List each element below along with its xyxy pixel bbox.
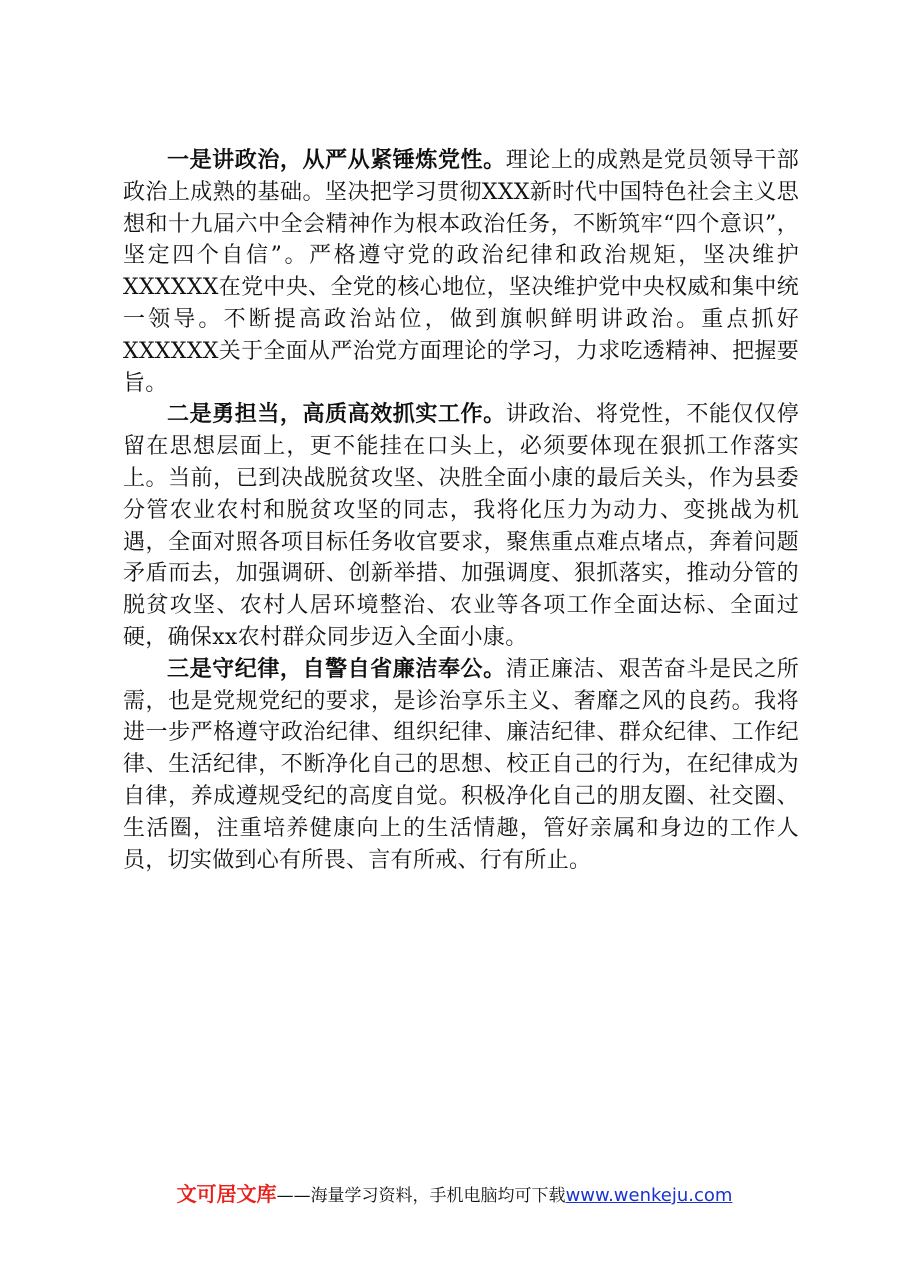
footer-brand: 文可居文库 — [176, 1182, 277, 1206]
footer-link[interactable]: www.wenkeju.com — [565, 1185, 733, 1206]
paragraph-responsibility — [123, 399, 799, 653]
paragraph-text: 理论上的成熟是党员领导干部政治上成熟的基础。坚决把学习贯彻XXX新时代中国特色社会主义思想和十九届六中全会精神作为根本政治任务，不断筑牢“四个意识”，坚定四个自信”。严格遵守党的政治纪律和政治规矩，坚决维护XXXXXX在党中央、全党的核心地位，坚决维护党中央权威和集中统一领导。不断提高政治站位，做到旗帜鲜明讲政治。重点抓好XXXXXX关于全面从严治党方面理论的学习，力求吃透精神、把握要旨。 — [123, 148, 799, 396]
paragraph-lead: 一是讲政治，从严从紧锤炼党性。 — [167, 147, 506, 173]
paragraph-text: 讲政治、将党性，不能仅仅停留在思想层面上，更不能挂在口头上，必须要体现在狠抓工作落实上。当前，已到决战脱贫攻坚、决胜全面小康的最后关头，作为县委分管农业农村和脱贫攻坚的同志，我将化压力为动力、变挑战为机遇，全面对照各项目标任务收官要求，聚焦重点难点堵点，奔着问题矛盾而去，加强调研、创新举措、加强调度、狠抓落实，推动分管的脱贫攻坚、农村人居环境整治、农业等各项工作全面达标、全面过硬，确保xx农村群众同步迈入全面小康。 — [123, 402, 799, 650]
paragraph-lead: 三是守纪律，自警自省廉洁奉公。 — [167, 655, 506, 682]
footer-tagline: ——海量学习资料，手机电脑均可下载 — [276, 1186, 566, 1206]
document-body — [123, 145, 799, 876]
footer-watermark — [0, 1178, 909, 1207]
paragraph-discipline — [123, 654, 799, 877]
paragraph-lead: 二是勇担当，高质高效抓实工作。 — [167, 401, 506, 428]
paragraph-politics — [123, 145, 799, 399]
paragraph-text: 清正廉洁、艰苦奋斗是民之所需，也是党规党纪的要求，是诊治享乐主义、奢靡之风的良药。我将进一步严格遵守政治纪律、组织纪律、廉洁纪律、群众纪律、工作纪律、生活纪律，不断净化自己的思想、校正自己的行为，在纪律成为自律，养成遵规受纪的高度自觉。积极净化自己的朋友圈、社交圈、生活圈，注重培养健康向上的生活情趣，管好亲属和身边的工作人员，切实做到心有所畏、言有所戒、行有所止。 — [123, 656, 799, 873]
